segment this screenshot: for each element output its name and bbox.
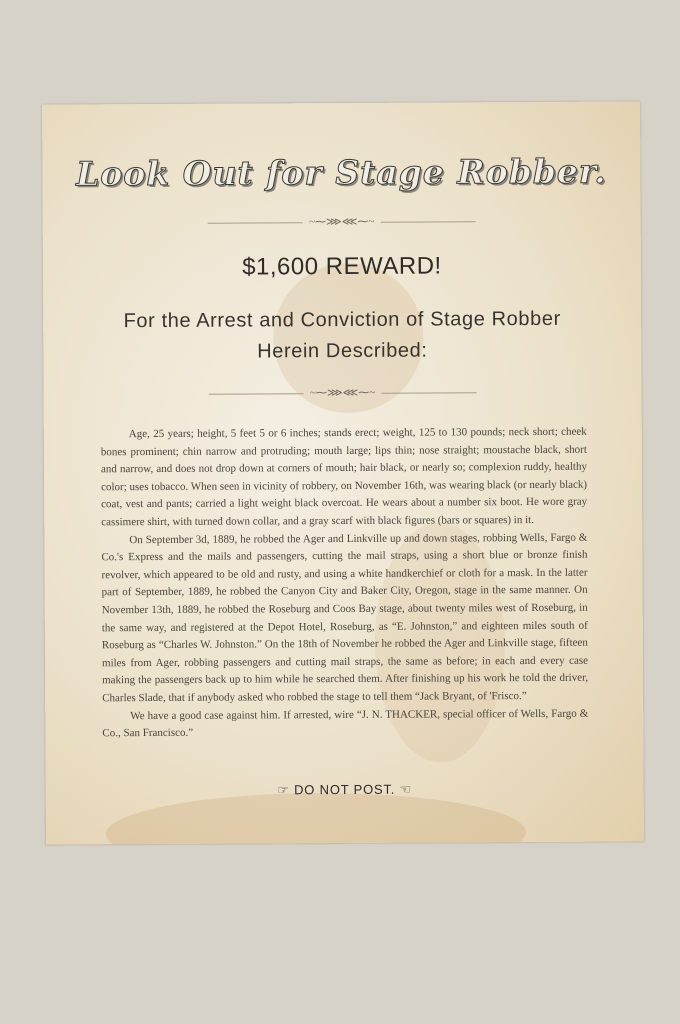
poster-sheet xyxy=(42,101,644,844)
scroll-ornament-icon: ~⁓⋙⋘⁓~ xyxy=(309,215,375,229)
pointing-hand-icon: ☞ xyxy=(277,782,290,798)
water-stain xyxy=(106,792,526,845)
contact-paragraph: We have a good case against him. If arrested, wire “J. N. THACKER, special officer of Wells, Fargo & Co., San Francisco.” xyxy=(102,707,589,740)
description-body xyxy=(101,424,589,743)
subtitle-line-1: For the Arrest and Conviction of Stage Robber xyxy=(123,307,561,333)
ornament-divider-bottom xyxy=(44,384,642,400)
description-paragraph: Age, 25 years; height, 5 feet 5 or 6 inches; stands erect; weight, 125 to 130 pounds; neck short; cheek bones prominent; chin narrow and protruding; mouth large; lips thin; nose straight; moustache black, short and narrow, and does not drop down at corners of mouth; hair black, or nearly so; complexion ruddy, healthy color; uses tobacco. When seen in vicinity of robbery, on November 16th, was wearing black (or nearly black) coat, vest and pants; carried a light weight black overcoat. He wears about a number six boot. He wore gray cassimere shirt, with turned down collar, and a gray scarf with black figures (bars or squares) in it. xyxy=(100,425,588,529)
robbery-paragraph: On September 3d, 1889, he robbed the Ager and Linkville up and down stages, robbing Wells, Fargo & Co.'s Express and the mails and passengers, cutting the mail straps, using a short blue or bronze finish revolver, which appeared to be old and rusty, and using a white handkerchief or cloth for a mask. In the latter part of September, 1889, he robbed the Canyon City and Baker City, Oregon, stage in the same manner. On November 13th, 1889, he robbed the Roseburg and Coos Bay stage, about twenty miles west of Roseburg, in the same way, and registered at the Depot Hotel, Roseburg, as “E. Johnston,” and eighteen miles south of Roseburg as “Charles W. Johnston.” On the 18th of November he robbed the Ager and Linkville stage, fifteen miles from Ager, robbing passengers and cutting mail straps, the same as before; in each and every case making the passengers back up to him while he searched them. After finishing up his work he told the driver, Charles Slade, that if anybody asked who robbed the stage to tell them “Jack Bryant, of 'Frisco.” xyxy=(101,531,589,705)
scroll-ornament-icon: ~⁓⋙⋘⁓~ xyxy=(309,386,376,400)
poster-title: Look Out for Stage Robber. xyxy=(76,151,607,194)
do-not-post-notice xyxy=(46,780,644,799)
ornament-divider-top xyxy=(43,213,641,229)
subtitle-line-2: Herein Described: xyxy=(257,339,428,363)
pointing-hand-icon: ☜ xyxy=(399,781,413,797)
reward-heading: $1,600 REWARD! xyxy=(242,252,442,281)
subtitle xyxy=(43,303,641,368)
do-not-post-text: DO NOT POST. xyxy=(294,781,396,798)
